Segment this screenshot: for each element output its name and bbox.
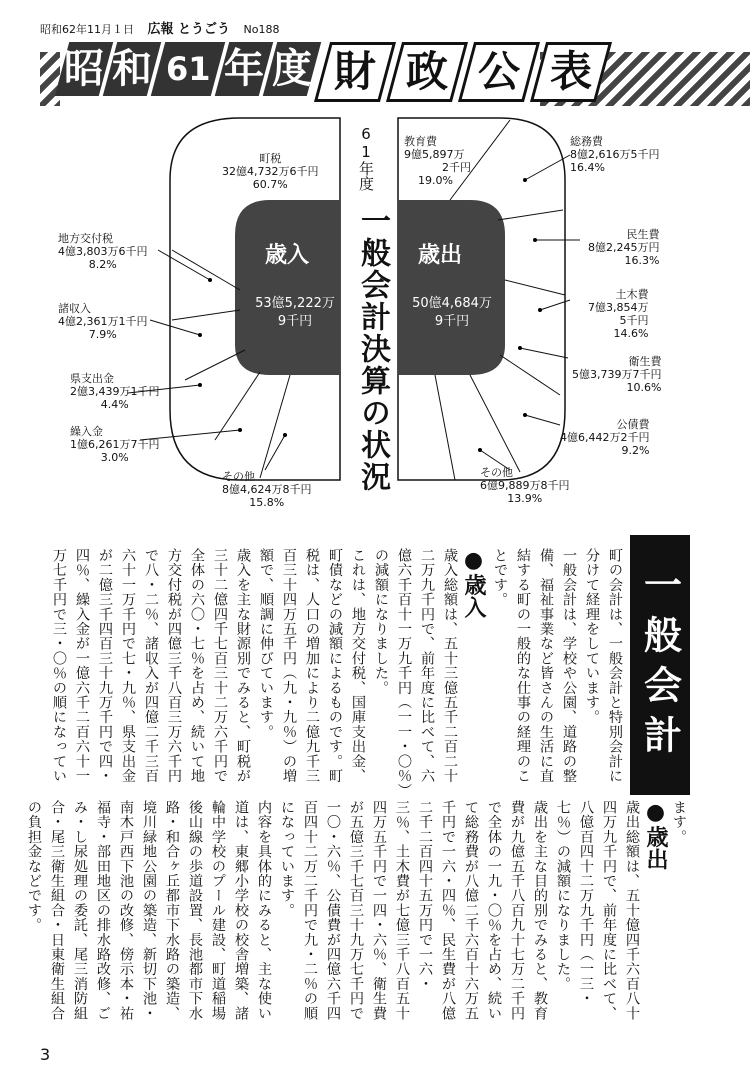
leader-dot <box>478 448 482 452</box>
para-revenue-reason: これは、地方交付税、国庫支出金、町債などの減額によるものです。町税は、人口の増加により二億九千三百三十四万五千円（九・九％）の増額で、順調に伸びています。 <box>258 548 366 784</box>
revenue-item: 町税 32億4,732万6千円 60.7% <box>222 152 319 191</box>
expenditure-total2: 9千円 <box>434 314 470 329</box>
para-revenue-total: 歳入総額は、五十三億五千二百二十二万九千円で、前年度に比べて、六億六千百十一万九千円（一一・〇％）の減額になりました。 <box>373 548 458 791</box>
title-char: 年 <box>215 42 273 96</box>
page-number: 3 <box>40 1045 51 1064</box>
leader-dot <box>538 308 542 312</box>
expenditure-item: 土木費 7億3,854万 5千円 14.6% <box>588 288 649 340</box>
title-kanji: 政 <box>386 42 468 102</box>
expenditure-item: 総務費 8億2,616万5千円 16.4% <box>570 135 660 174</box>
revenue-total: 53億5,222万 <box>255 296 335 311</box>
leader-dot <box>208 278 212 282</box>
title-char: 61 <box>151 42 225 96</box>
expenditure-label: 歳出 <box>418 243 463 268</box>
title-kanji: 公 <box>458 42 540 102</box>
leader-dot <box>523 413 527 417</box>
revenue-item: 繰入金 1億6,261万7千円 3.0% <box>70 425 160 464</box>
leader-dot <box>198 383 202 387</box>
expenditure-total: 50億4,684万 <box>412 296 492 311</box>
expenditure-inner <box>398 200 505 375</box>
revenue-total2: 9千円 <box>277 314 313 329</box>
header-paper: 広報 とうごう <box>147 22 231 37</box>
leader-dot <box>238 428 242 432</box>
para-general: 一般会計は、学校や公園、道路の整備、福祉事業など皆さんの生活に直結する町の一般的な仕事の経理のことです。 <box>492 548 577 784</box>
expenditure-item: 公債費 4億6,442万2千円 9.2% <box>560 418 650 457</box>
heading-expenditure: ●歳出 <box>643 800 668 871</box>
body-upper-right <box>488 548 626 793</box>
expenditure-item: その他 6億9,889万8千円 13.9% <box>480 466 570 505</box>
section-title-box: 一般会計 <box>630 535 690 795</box>
title-kanji: 財 <box>314 42 396 102</box>
revenue-inner <box>235 200 340 375</box>
title-char: 和 <box>103 42 161 96</box>
revenue-item: 地方交付税 4億3,803万6千円 8.2% <box>58 232 148 271</box>
title-char: 度 <box>263 42 321 96</box>
header-line <box>40 18 290 37</box>
expenditure-item: 民生費 8億2,245万円 16.3% <box>588 228 660 267</box>
revenue-item: 諸収入 4億2,361万1千円 7.9% <box>58 302 148 341</box>
body-upper-left <box>40 548 485 793</box>
stripe-left <box>40 52 60 106</box>
title-kanji: 表 <box>530 42 612 102</box>
header-issue: No188 <box>243 23 280 36</box>
heading-revenue: ●歳入 <box>461 548 486 619</box>
leader-dot <box>523 178 527 182</box>
expenditure-item: 衛生費 5億3,739万7千円 10.6% <box>572 355 662 394</box>
body-lower <box>26 800 690 1030</box>
para-intro: 町の会計は、一般会計と特別会計に分けて経理をしています。 <box>584 548 623 784</box>
title-char: 昭 <box>55 42 113 96</box>
chart-center-year: 61年度 <box>357 125 375 191</box>
chart-center-title: 一般会計決算の状況 <box>355 205 390 493</box>
para-expenditure-breakdown: 歳出を主な目的別でみると、教育費が九億五千八百九十七万二千円で全体の一九・〇％を占め、続いて総務費が八億二千六百十六万五千円で一六・四％、民生費が八億二千二百四十五万円で一六・三％、土木費が七億三千八百五十四万五千円で一四・六％、衛生費が五億三千七百三十九万七千円で一〇・六％、公債費が四億六千四百四十二万二千円で九・二％の順になっています。 <box>279 800 548 1021</box>
expenditure-item: 教育費 9億5,897万 2千円 19.0% <box>404 135 471 187</box>
revenue-item: その他 8億4,624万8千円 15.8% <box>222 470 312 509</box>
para-expenditure-total: 歳出総額は、五十億四千六百八十四万九千円で、前年度に比べて、八億百四十二万九千円（一三・七％）の減額になりました。 <box>555 800 640 1021</box>
title-banner <box>40 42 750 112</box>
para-continue: ます。 <box>671 800 687 845</box>
header-date: 昭和62年11月１日 <box>40 23 134 36</box>
leader-dot <box>198 333 202 337</box>
para-expenditure-detail: 内容を具体的にみると、主な使い道は、東郷小学校の校舎増築、諸輪中学校のプール建設、町道稲場後山線の歩道設置、長池都市下水路・和合ヶ丘都市下水路の築造、境川緑地公園の築造、新切下池・南木戸西下池の改修、傍示本・祐福寺・部田地区の排水路改修、ごみ・し尿処理の委託、尾三消防組合・尾三衛生組合・日東衛生組合の負担金などです。 <box>26 800 272 1021</box>
leader-dot <box>518 346 522 350</box>
revenue-item: 県支出金 2億3,439万1千円 4.4% <box>70 372 160 411</box>
para-revenue-breakdown: 歳入を主な財源別でみると、町税が三十二億四千七百三十二万六千円で全体の六〇・七％を占め、続いて地方交付税が四億三千八百三万六千円で八・二％、諸収入が四億二千三百六十一万千円で七・九％、県支出金が二億三千四百三十九万千円で四・四％、繰入金が一億六千二百六十一万七千円で三・〇％の順になってい <box>51 548 251 784</box>
leader-dot <box>283 433 287 437</box>
revenue-label: 歳入 <box>265 243 310 268</box>
leader-dot <box>533 238 537 242</box>
